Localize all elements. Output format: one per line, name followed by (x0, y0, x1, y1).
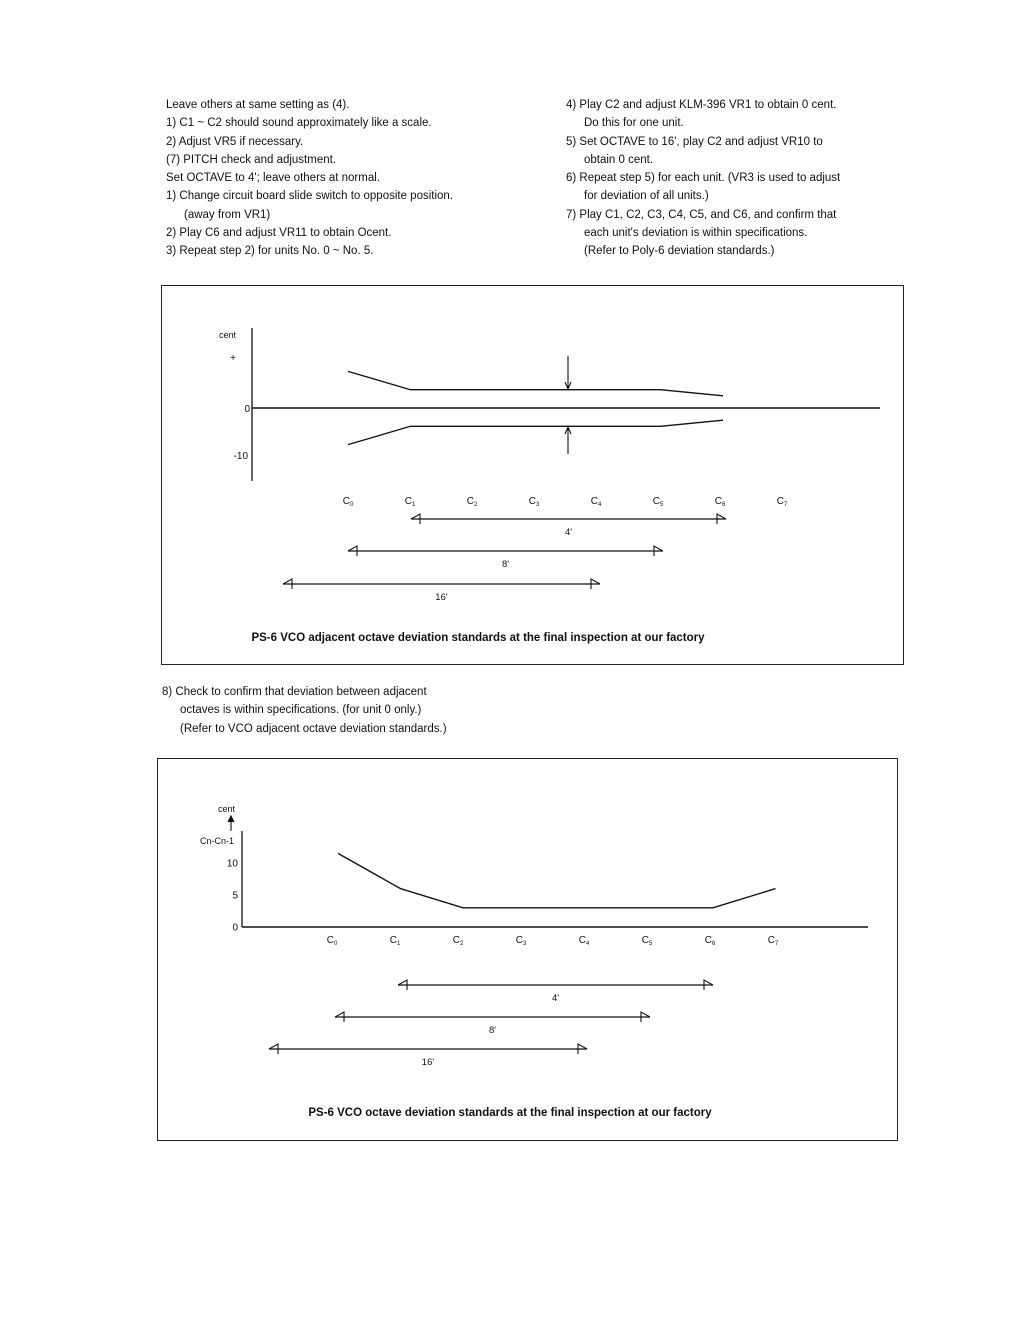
y-tick-zero: 0 (244, 404, 250, 415)
right-column-line: obtain 0 cent. (584, 153, 654, 166)
left-column-line: 3) Repeat step 2) for units No. 0 ~ No. 5. (166, 245, 374, 258)
left-column-line: 1) C1 ~ C2 should sound approximately like a scale. (166, 117, 432, 130)
y-tick-plus: + (230, 353, 236, 364)
note-label: $C_6$ (704, 935, 716, 947)
note-label: $C_3$ (515, 935, 527, 947)
step-8-line: (Refer to VCO adjacent octave deviation standards.) (180, 722, 447, 735)
y-tick-label: 0 (232, 922, 238, 934)
left-column-line: 2) Adjust VR5 if necessary. (166, 135, 304, 148)
deviation-chart-2 (158, 759, 899, 1142)
upper-limit-line (348, 371, 723, 395)
right-column-line: 4) Play C2 and adjust KLM-396 VR1 to obtain 0 cent. (566, 99, 837, 111)
y-axis-label: cent (218, 804, 236, 814)
lower-limit-line (348, 420, 723, 444)
left-column-line: 1) Change circuit board slide switch to opposite position. (166, 190, 454, 203)
figure-caption: PS-6 VCO octave deviation standards at the final inspection at our factory (308, 1107, 712, 1119)
right-column-line: 7) Play C1, C2, C3, C4, C5, and C6, and confirm that (566, 208, 837, 221)
note-label: $C_0$ (342, 496, 354, 508)
octave-ranges (269, 980, 713, 1068)
y-up-arrow (228, 816, 234, 831)
note-label: $C_4$ (578, 935, 590, 947)
left-column-line: 2) Play C6 and adjust VR11 to obtain Ocent. (166, 227, 392, 240)
chart-marks (338, 853, 776, 907)
y-ticks (227, 859, 239, 934)
left-column-text (166, 96, 453, 261)
note-label: $C_5$ (652, 496, 664, 508)
note-label: $C_1$ (389, 935, 401, 947)
right-column-line: for deviation of all units.) (584, 190, 709, 203)
step-8-line: octaves is within specifications. (for unit 0 only.) (180, 704, 422, 717)
left-column-line: (away from VR1) (184, 208, 271, 221)
adjacent-octave-deviation-figure (161, 285, 904, 665)
note-label: $C_2$ (466, 496, 478, 508)
deviation-line (338, 853, 776, 907)
octave-deviation-figure (157, 758, 898, 1141)
range-label: 16' (435, 592, 448, 603)
right-column-line: 6) Repeat step 5) for each unit. (VR3 is used to adjust (566, 172, 841, 185)
octave-ranges (283, 514, 726, 603)
right-column-text (566, 96, 840, 261)
y-tick-label: 10 (226, 858, 238, 870)
y-tick-label: 5 (232, 890, 238, 902)
right-column-line: each unit's deviation is within specifications. (584, 227, 808, 240)
step-8-line: 8) Check to confirm that deviation between adjacent (162, 686, 427, 698)
range-label: 4' (551, 993, 560, 1004)
right-column-line: Do this for one unit. (584, 117, 684, 130)
range-label: 4' (564, 527, 573, 538)
range-label: 8' (488, 1025, 497, 1036)
left-column-line: Leave others at same setting as (4). (166, 99, 350, 111)
y-tick-minus-ten: -10 (233, 451, 248, 462)
y-axis-sub-label: Cn-Cn-1 (200, 836, 235, 846)
y-axis-label: cent (219, 330, 237, 340)
note-label: $C_5$ (641, 935, 653, 947)
note-label: $C_7$ (776, 496, 788, 508)
note-labels (327, 935, 779, 947)
note-label: $C_4$ (590, 496, 602, 508)
left-column-line: Set OCTAVE to 4'; leave others at normal. (166, 172, 380, 185)
note-label: $C_7$ (767, 935, 779, 947)
right-column-line: 5) Set OCTAVE to 16', play C2 and adjust VR10 to (566, 135, 823, 148)
step-8-text (162, 683, 447, 738)
chart-marks (348, 356, 723, 454)
note-label: $C_1$ (404, 496, 416, 508)
deviation-chart-1 (162, 286, 905, 666)
note-label: $C_3$ (528, 496, 540, 508)
range-label: 8' (501, 559, 510, 570)
note-label: $C_2$ (452, 935, 464, 947)
range-label: 16' (421, 1057, 435, 1068)
right-column-line: (Refer to Poly-6 deviation standards.) (584, 245, 775, 258)
note-label: $C_6$ (714, 496, 726, 508)
note-labels (343, 496, 788, 508)
arrow-head (228, 816, 234, 822)
left-column-line: (7) PITCH check and adjustment. (166, 153, 337, 166)
note-label: $C_0$ (326, 935, 338, 947)
figure-caption: PS-6 VCO adjacent octave deviation standards at the final inspection at our factory (251, 632, 705, 644)
